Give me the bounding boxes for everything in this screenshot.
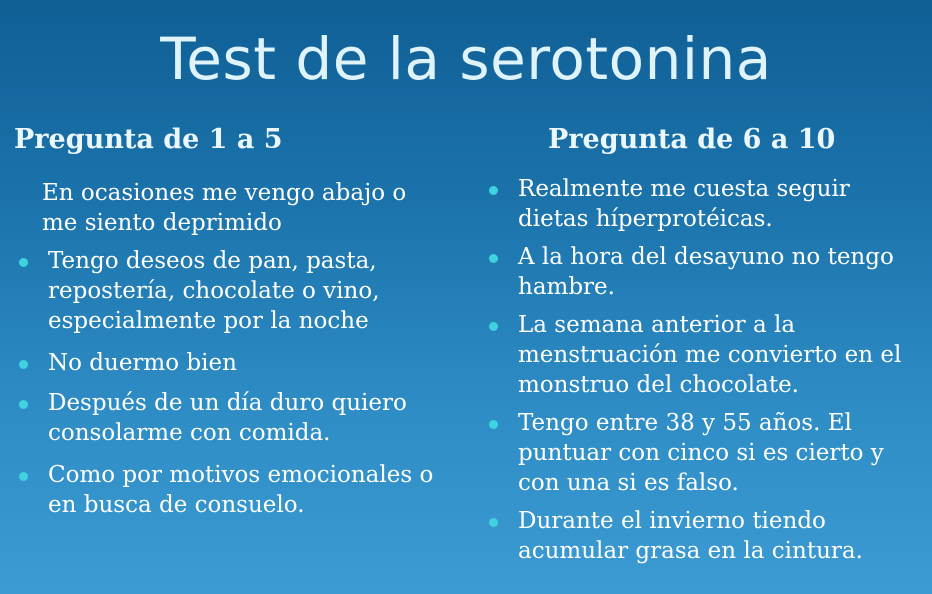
bullet-icon xyxy=(489,186,498,195)
left-heading: Pregunta de 1 a 5 xyxy=(14,124,283,155)
list-item xyxy=(14,178,434,238)
item-text: No duermo bien xyxy=(48,350,237,376)
bullet-icon xyxy=(489,420,498,429)
list-item xyxy=(14,460,434,520)
item-text: En ocasiones me vengo abajo o me siento deprimido xyxy=(42,180,407,236)
list-item xyxy=(484,174,924,234)
item-text: Durante el invierno tiendo acumular grasa en la cintura. xyxy=(518,508,863,564)
list-item xyxy=(14,246,434,336)
slide-title: Test de la serotonina xyxy=(160,25,772,93)
item-text: La semana anterior a la menstruación me convierto en el monstruo del chocolate. xyxy=(518,312,902,398)
bullet-icon xyxy=(489,322,498,331)
bullet-icon xyxy=(19,400,28,409)
item-text: Después de un día duro quiero consolarme con comida. xyxy=(48,390,407,446)
right-heading: Pregunta de 6 a 10 xyxy=(548,124,836,155)
item-text: A la hora del desayuno no tengo hambre. xyxy=(518,244,894,300)
item-text: Como por motivos emocionales o en busca de consuelo. xyxy=(48,462,434,518)
right-question-list xyxy=(484,174,924,566)
list-item xyxy=(14,388,434,448)
list-item xyxy=(484,506,924,566)
item-text: Tengo entre 38 y 55 años. El puntuar con cinco si es cierto y con una si es falso. xyxy=(518,410,884,496)
bullet-icon xyxy=(489,254,498,263)
item-text: Realmente me cuesta seguir dietas híperprotéicas. xyxy=(518,176,850,232)
list-item xyxy=(484,310,924,400)
bullet-icon xyxy=(19,258,28,267)
list-item xyxy=(484,408,924,498)
list-item xyxy=(484,242,924,302)
bullet-icon xyxy=(19,472,28,481)
bullet-icon xyxy=(19,360,28,369)
left-question-list xyxy=(14,178,434,520)
item-text: Tengo deseos de pan, pasta, repostería, chocolate o vino, especialmente por la noche xyxy=(48,248,380,334)
bullet-icon xyxy=(489,518,498,527)
list-item xyxy=(14,348,434,378)
